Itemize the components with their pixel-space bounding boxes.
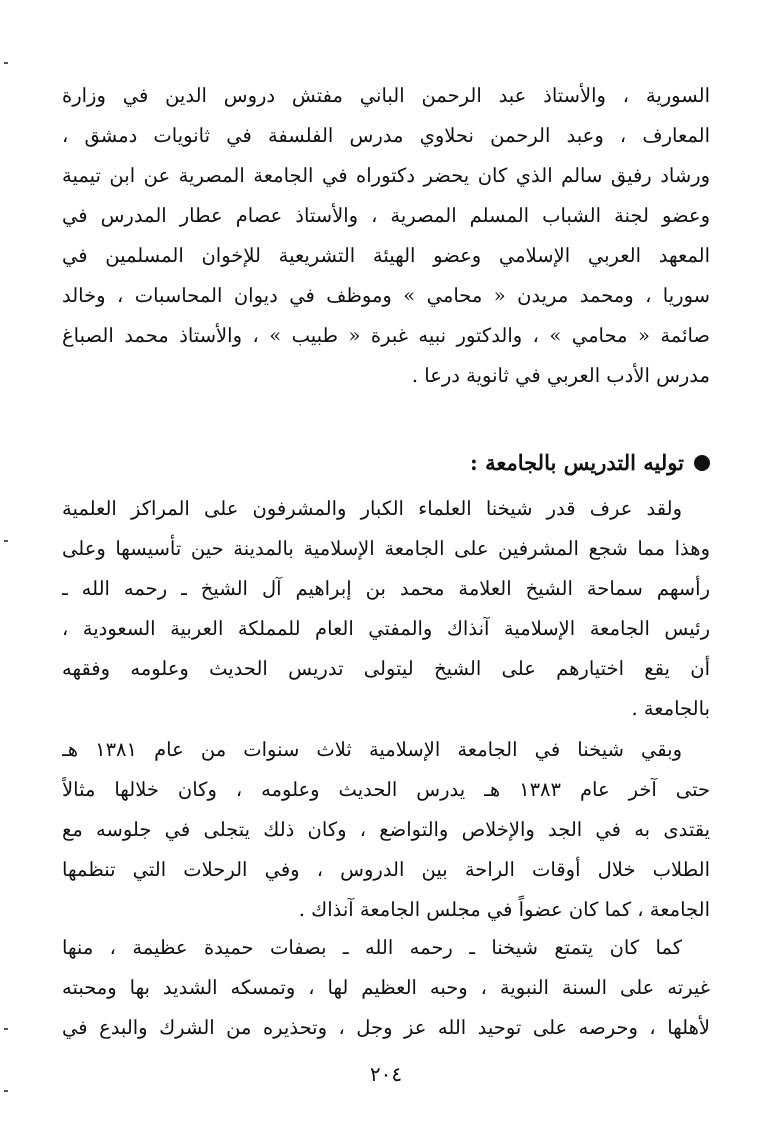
text-line: صائمة « محامي » ، والدكتور نبيه غبرة « طبيب » ، والأستاذ محمد الصباغ xyxy=(62,324,710,347)
text-line: غيرته على السنة النبوية ، وحبه العظيم لها ، وتمسكه الشديد بها ومحبته xyxy=(62,976,710,999)
text-line: السورية ، والأستاذ عبد الرحمن الباني مفتش دروس الدين في وزارة xyxy=(62,84,710,107)
text-line: لأهلها ، وحرصه على توحيد الله عز وجل ، وتحذيره من الشرك والبدع في xyxy=(62,1016,710,1039)
bullet-icon xyxy=(694,455,710,471)
text-line: كما كان يتمتع شيخنا ـ رحمه الله ـ بصفات حميدة عظيمة ، منها xyxy=(62,936,682,959)
text-line: سوريا ، ومحمد مريدن « محامي » وموظف في ديوان المحاسبات ، وخالد xyxy=(62,284,710,307)
margin-mark xyxy=(4,62,8,64)
page-number: ٢٠٤ xyxy=(369,1062,403,1086)
paragraph xyxy=(62,489,710,729)
text-line: ولقد عرف قدر شيخنا العلماء الكبار والمشرفون على المراكز العلمية xyxy=(62,497,682,520)
paragraph xyxy=(62,730,710,930)
text-line: أن يقع اختيارهم على الشيخ ليتولى تدريس الحديث وعلومه وفقهه xyxy=(62,657,710,680)
text-line: رئيس الجامعة الإسلامية آنذاك والمفتي العام للمملكة العربية السعودية ، xyxy=(62,617,710,640)
text-line: رأسهم سماحة الشيخ العلامة محمد بن إبراهيم آل الشيخ ـ رحمه الله ـ xyxy=(62,577,710,600)
text-line: بالجامعة . xyxy=(631,697,710,720)
margin-mark xyxy=(4,1028,8,1030)
text-line: وبقي شيخنا في الجامعة الإسلامية ثلاث سنوات من عام ١٣٨١ هـ xyxy=(62,738,682,761)
text-line: وعضو لجنة الشباب المسلم المصرية ، والأستاذ عصام عطار المدرس في xyxy=(62,204,710,227)
text-line: الطلاب خلال أوقات الراحة بين الدروس ، وفي الرحلات التي تنظمها xyxy=(62,858,710,881)
text-line: الجامعة ، كما كان عضواً في مجلس الجامعة آنذاك . xyxy=(298,898,710,921)
margin-mark xyxy=(4,540,8,542)
text-line: حتى آخر عام ١٣٨٣ هـ يدرس الحديث وعلومه ، وكان خلالها مثالاً xyxy=(62,778,710,801)
text-line: المعارف ، وعبد الرحمن نحلاوي مدرس الفلسفة في ثانويات دمشق ، xyxy=(62,124,710,147)
margin-mark xyxy=(4,1090,8,1092)
text-line: يقتدى به في الجد والإخلاص والتواضع ، وكان ذلك يتجلى في جلوسه مع xyxy=(62,818,710,841)
paragraph-continued xyxy=(62,76,710,396)
text-line: المعهد العربي الإسلامي وعضو الهيئة التشريعية للإخوان المسلمين في xyxy=(62,244,710,267)
paragraph xyxy=(62,928,710,1048)
section-heading xyxy=(250,443,710,483)
text-line: ورشاد رفيق سالم الذي كان يحضر دكتوراه في الجامعة المصرية عن ابن تيمية xyxy=(62,164,710,187)
text-line: وهذا مما شجع المشرفين على الجامعة الإسلامية بالمدينة حين تأسيسها وعلى xyxy=(62,537,710,560)
section-heading-text: توليه التدريس بالجامعة : xyxy=(470,450,684,475)
text-line: مدرس الأدب العربي في ثانوية درعا . xyxy=(411,364,710,387)
